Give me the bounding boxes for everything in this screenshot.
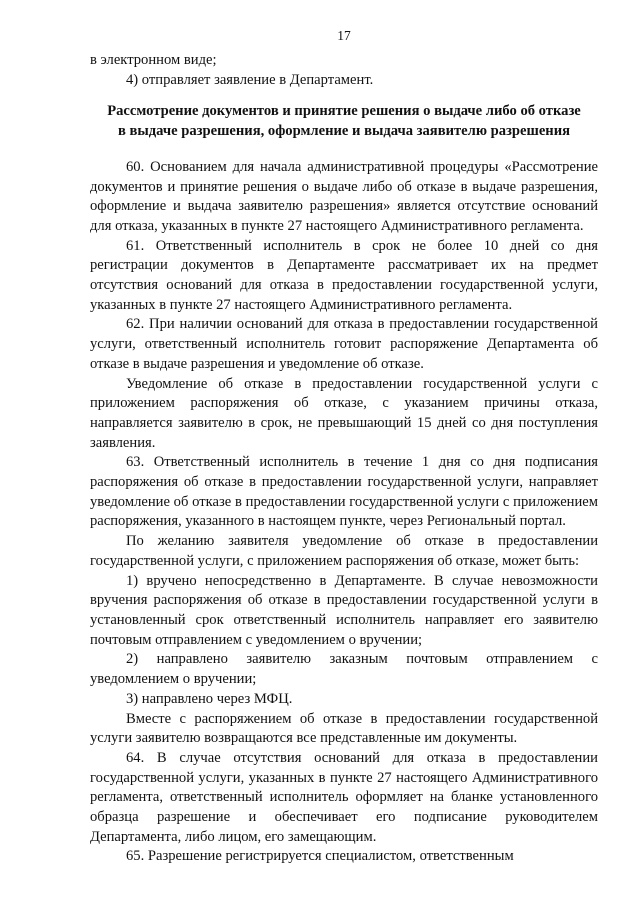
paragraph-63-options: По желанию заявителя уведомление об отказе в предоставлении государственной услуги, с приложением распоряжения об отказе, может быть: — [90, 533, 598, 569]
paragraph-63: 63. Ответственный исполнитель в течение 1 дня со дня подписания распоряжения об отказе в предоставлении государственной услуги, направляет уведомление об отказе в предоставлении государственной услуги с приложением распоряжения, указанного в настоящем пункте, через Региональный портал. — [90, 454, 598, 530]
paragraph-62-notice: Уведомление об отказе в предоставлении государственной услуги с приложением распоряжения об отказе, с указанием причины отказа, направляется заявителю в срок, не превышающий 15 дней со дня поступления заявления. — [90, 375, 598, 451]
paragraph-65: 65. Разрешение регистрируется специалистом, ответственным — [126, 848, 514, 865]
section-heading-line-2: в выдаче разрешения, оформление и выдача заявителю разрешения — [117, 123, 571, 140]
paragraph-63-return: Вместе с распоряжением об отказе в предоставлении государственной услуги заявителю возвращаются все представленные им документы. — [90, 710, 598, 747]
section-heading-line-1: Рассмотрение документов и принятие решения о выдаче либо об отказе — [107, 103, 581, 120]
paragraph-60: 60. Основанием для начала административной процедуры «Рассмотрение документов и принятие решения о выдаче либо об отказе в выдаче разрешения, оформление и выдача заявителю разрешения» является отсутствие оснований для отказа, указанных в пункте 27 настоящего Административного регламента. — [90, 158, 598, 234]
list-item-3: 3) направлено через МФЦ. — [126, 690, 293, 707]
paragraph-62: 62. При наличии оснований для отказа в предоставлении государственной услуги, ответственный исполнитель готовит распоряжение Департамента об отказе в выдаче разрешения и уведомление об отказе. — [90, 316, 598, 372]
paragraph-64: 64. В случае отсутствия оснований для отказа в предоставлении государственной услуги, указанных в пункте 27 настоящего Административного регламента, ответственный исполнитель оформляет на бланке установленного образца разрешение и обеспечивает его подписание руководителем Департамента, либо лицом, его замещающим. — [90, 749, 598, 845]
section-heading — [90, 102, 598, 141]
list-item-1: 1) вручено непосредственно в Департаменте. В случае невозможности вручения распоряжения об отказе в предоставлении государственной услуги в установленный срок ответственный исполнитель направляет его заявителю почтовым отправлением с уведомлением о вручении; — [90, 572, 598, 648]
page-number: 17 — [337, 28, 351, 43]
list-item-2: 2) направлено заявителю заказным почтовым отправлением с уведомлением о вручении; — [90, 651, 598, 688]
paragraph-top-1: 4) отправляет заявление в Департамент. — [126, 71, 374, 88]
paragraph-top-0: в электронном виде; — [90, 52, 217, 68]
paragraph-61: 61. Ответственный исполнитель в срок не более 10 дней со дня регистрации документов в Департаменте рассматривает их на предмет отсутствия оснований для отказа в предоставлении государственной услуги, указанных в пункте 27 настоящего Административного регламента. — [90, 237, 598, 313]
